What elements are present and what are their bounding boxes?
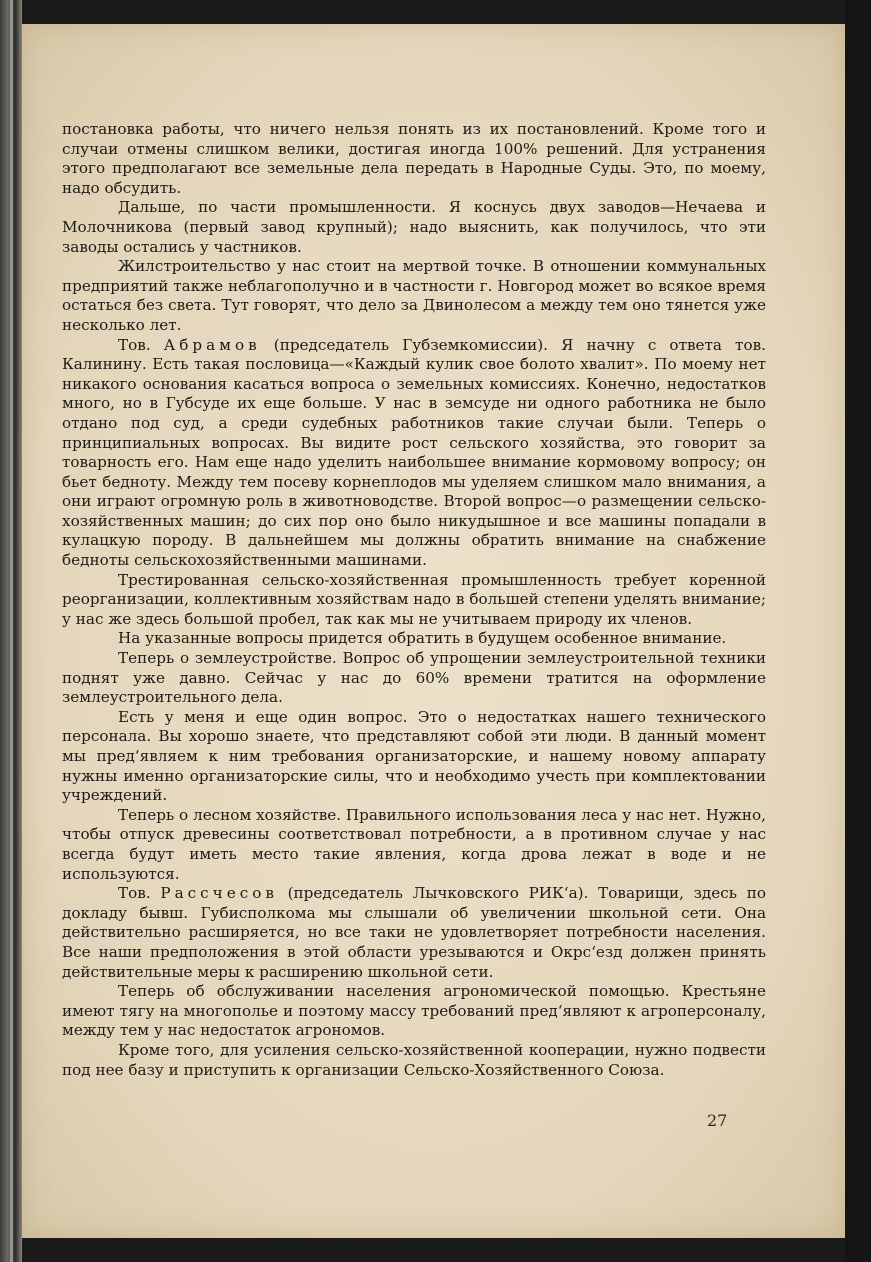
paragraph-text: Кроме того, для усиления сельско-хозяйственной кооперации, нужно подвести под нее базу и приступить к организации Сельско-Хозяйственного Союза. xyxy=(62,1040,766,1079)
paragraph-text: Тов. xyxy=(118,884,161,903)
paragraph-text: Дальше, по части промышленности. Я коснусь двух заводов—Нечаева и Молочникова (первый завод крупный); надо выяснить, как получилось, что эти заводы остались у частников. xyxy=(62,198,766,256)
book-page xyxy=(22,24,845,1238)
paragraph xyxy=(62,982,766,1041)
page-edge-shadow xyxy=(845,0,871,1262)
paragraph xyxy=(62,1041,766,1080)
paragraph-text: Есть у меня и еще один вопрос. Это о недостатках нашего технического персонала. Вы хорошо знаете, что представляют собой эти люди. В данный момент мы пред‘являем к ним требования организаторские, и нашему новому аппарату нужны именно организаторские силы, что и необходимо учесть при комплектовании учреждений. xyxy=(62,707,766,805)
paragraph-text: Теперь о землеустройстве. Вопрос об упрощении землеустроительной техники поднят уже давно. Сейчас у нас до 60% времени тратится на оформление землеустроительного дела. xyxy=(62,649,766,707)
speaker-name: Рассчесов xyxy=(160,884,278,903)
paragraph xyxy=(62,806,766,884)
paragraph xyxy=(62,198,766,257)
paragraph xyxy=(62,629,766,649)
page-number: 27 xyxy=(707,1111,728,1130)
paragraph-text: Теперь о лесном хозяйстве. Правильного использования леса у нас нет. Нужно, чтобы отпуск древесины соответствовал потребности, а в противном случае у нас всегда будут иметь место такие явления, когда дрова лежат в воде и не используются. xyxy=(62,805,766,883)
paragraph xyxy=(62,884,766,982)
paragraph xyxy=(62,336,766,571)
paragraph xyxy=(62,571,766,630)
paragraph-text: (председатель Губземкомиссии). Я начну с ответа тов. Калинину. Есть такая пословица—«Каждый кулик свое болото хвалит». По моему нет никакого основания касаться вопроса о земельных комиссиях. Конечно, недостатков много, но в Губсуде их еще больше. У нас в земсуде ни одного работника не было отдано под суд, а среди судебных работников такие случаи были. Теперь о принципиальных вопросах. Вы видите рост сельского хозяйства, это говорит за товарность его. Нам еще надо уделить наибольшее внимание кормовому вопросу; он бьет бедноту. Между тем посеву корнеплодов мы уделяем слишком мало внимания, а они играют огромную роль в животноводстве. Второй вопрос—о размещении сельско-хозяйственных машин; до сих пор оно было никудышное и все машины попадали в кулацкую породу. В дальнейшем мы должны обратить внимание на снабжение бедноты сельскохозяйственными машинами. xyxy=(62,335,766,570)
paragraph-text: Тов. xyxy=(118,335,164,354)
paragraph-text: На указанные вопросы придется обратить в будущем особенное внимание. xyxy=(118,629,727,648)
spine-edge xyxy=(10,0,13,1262)
paragraph xyxy=(62,120,766,198)
page-body-text xyxy=(62,120,766,1080)
paragraph-text: Трестированная сельско-хозяйственная промышленность требует коренной реорганизации, коллективным хозяйствам надо в большей степени уделять внимание; у нас же здесь большой пробел, так как мы не учитываем природу их членов. xyxy=(62,570,766,628)
paragraph-text: Жилстроительство у нас стоит на мертвой точке. В отношении коммунальных предприятий также неблагополучно и в частности г. Новгород может во всякое время остаться без света. Тут говорят, что дело за Двинолесом а между тем оно тянется уже несколько лет. xyxy=(62,257,766,334)
paragraph-text: (председатель Лычковского РИК‘а). Товарищи, здесь по докладу бывш. Губисполкома мы слышали об увеличении школьной сети. Она действительно расширяется, но все таки не удовлетворяет потребности населения. Все наши предположения в этой области урезываются и Окрс‘езд должен принять действительные меры к расширению школьной сети. xyxy=(62,884,767,981)
speaker-name: Абрамов xyxy=(163,335,261,354)
paragraph xyxy=(62,257,766,335)
paragraph xyxy=(62,708,766,806)
paragraph xyxy=(62,649,766,708)
paragraph-text: постановка работы, что ничего нельзя понять из их постановлений. Кроме того и случаи отмены слишком велики, достигая иногда 100% решений. Для устранения этого предполагают все земельные дела передать в Народные Суды. Это, по моему, надо обсудить. xyxy=(62,120,766,197)
paragraph-text: Теперь об обслуживании населения агрономической помощью. Крестьяне имеют тягу на многополье и поэтому массу требований пред‘являют к агроперсоналу, между тем у нас недостаток агрономов. xyxy=(62,982,766,1040)
